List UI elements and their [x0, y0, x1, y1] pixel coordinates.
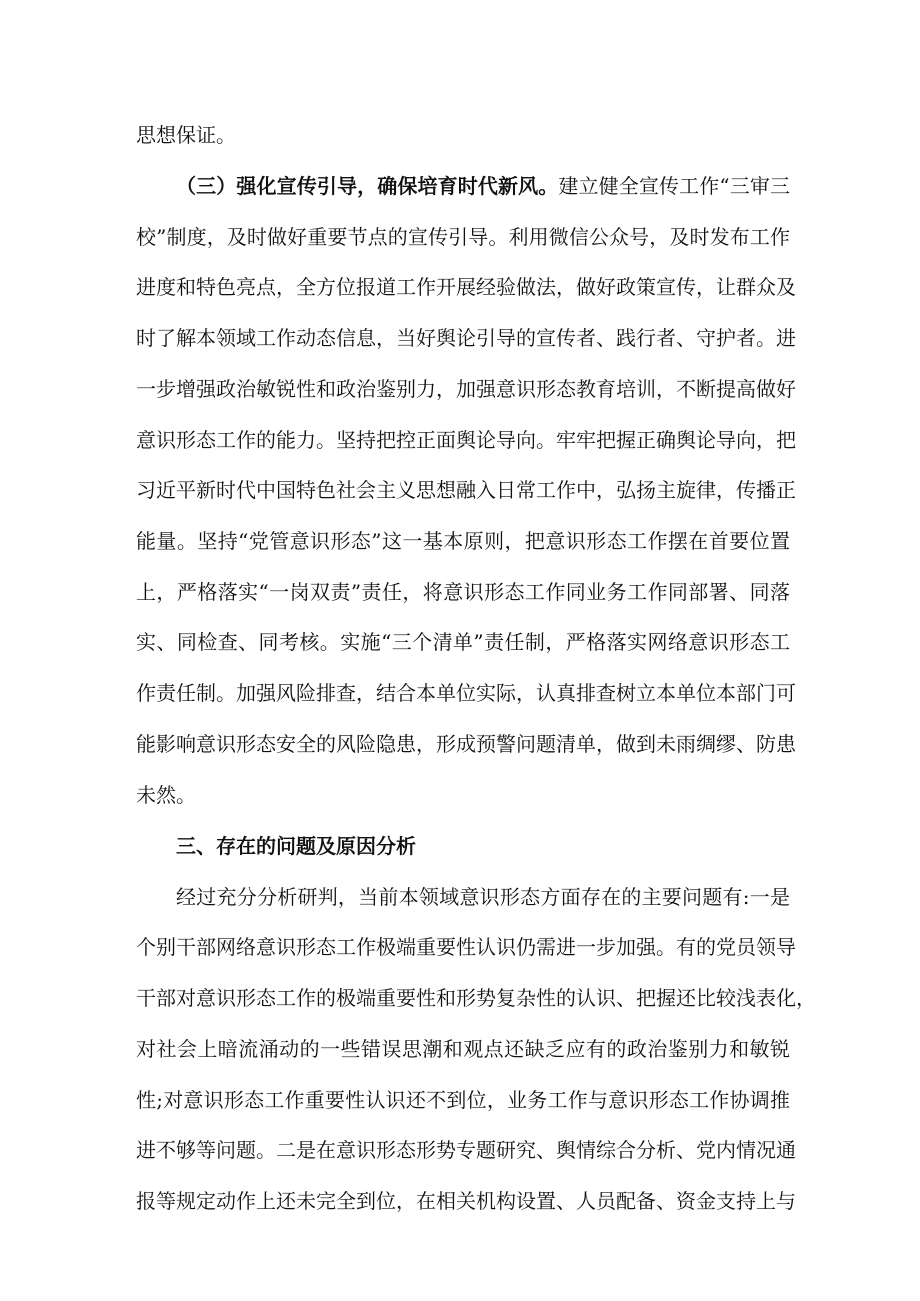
text-line: 进度和特色亮点，全方位报道工作开展经验做法，做好政策宣传，让群众及	[136, 275, 796, 299]
text-line: 进不够等问题。二是在意识形态形势专题研究、舆情综合分析、党内情况通	[136, 1138, 796, 1162]
text-line: 意识形态工作的能力。坚持把控正面舆论导向。牢牢把握正确舆论导向，把	[136, 428, 796, 452]
text-line: 作责任制。加强风险排查，结合本单位实际，认真排查树立本单位本部门可	[136, 681, 796, 705]
text-line: 上，严格落实“一岗双责”责任，将意识形态工作同业务工作同部署、同落	[136, 580, 790, 604]
text-line: 性;对意识形态工作重要性认识还不到位，业务工作与意识形态工作协调推	[136, 1088, 790, 1112]
text-line: 干部对意识形态工作的极端重要性和形势复杂性的认识、把握还比较浅表化，	[136, 986, 816, 1010]
lead-rest: 建立健全宣传工作“三审三	[558, 174, 790, 198]
text-line: 习近平新时代中国特色社会主义思想融入日常工作中，弘扬主旋律，传播正	[136, 478, 796, 502]
paragraph-first-line	[176, 174, 790, 198]
text-line: 未然。	[136, 783, 196, 807]
text-line: 报等规定动作上还未完全到位，在相关机构设置、人员配备、资金支持上与	[136, 1189, 796, 1213]
text-line: 对社会上暗流涌动的一些错误思潮和观点还缺乏应有的政治鉴别力和敏锐	[136, 1037, 790, 1061]
text-line: 能量。坚持“党管意识形态”这一基本原则，把意识形态工作摆在首要位置	[136, 529, 790, 553]
text-line: 思想保证。	[136, 123, 236, 147]
bold-lead: （三）强化宣传引导，确保培育时代新风。	[176, 174, 559, 198]
text-line: 实、同检查、同考核。实施“三个清单”责任制，严格落实网络意识形态工	[136, 630, 790, 654]
text-line: 时了解本领域工作动态信息，当好舆论引导的宣传者、践行者、守护者。进	[136, 326, 796, 350]
text-line: 一步增强政治敏锐性和政治鉴别力，加强意识形态教育培训，不断提高做好	[136, 377, 796, 401]
paragraph-first-line: 经过充分分析研判，当前本领域意识形态方面存在的主要问题有:一是	[176, 885, 790, 909]
section-heading: 三、存在的问题及原因分析	[176, 834, 416, 858]
text-line: 能影响意识形态安全的风险隐患，形成预警问题清单，做到未雨绸缪、防患	[136, 732, 796, 756]
text-line: 校”制度，及时做好重要节点的宣传引导。利用微信公众号，及时发布工作	[136, 225, 790, 249]
text-line: 个别干部网络意识形态工作极端重要性认识仍需进一步加强。有的党员领导	[136, 935, 796, 959]
